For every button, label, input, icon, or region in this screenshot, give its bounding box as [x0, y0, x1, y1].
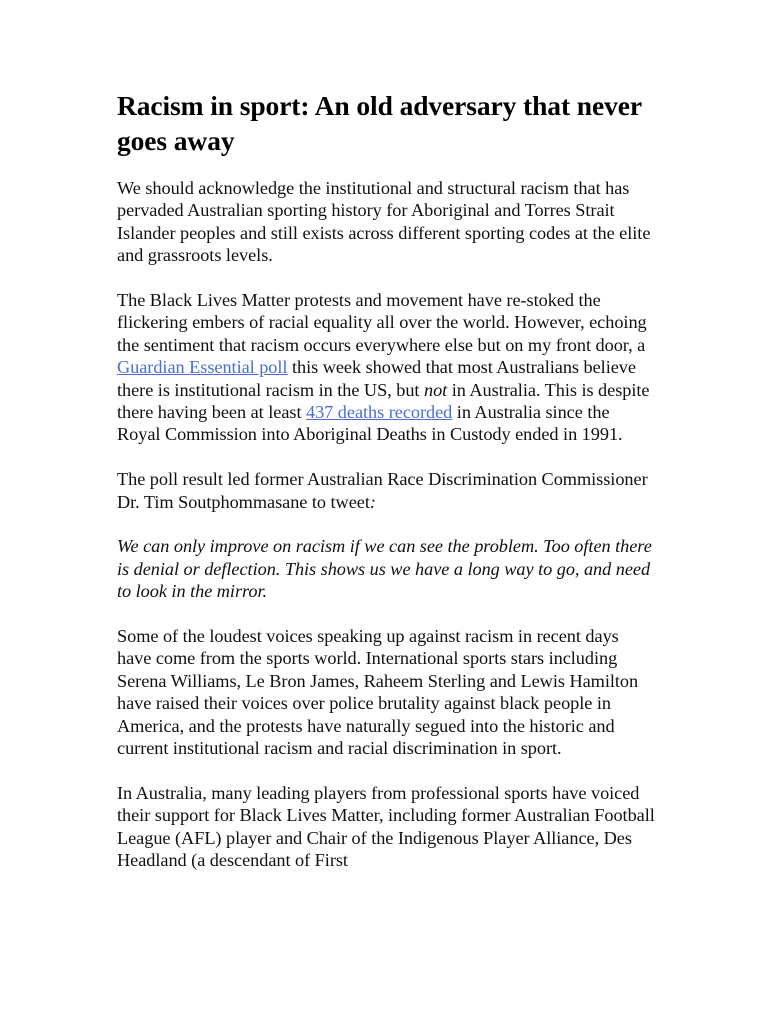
deaths-recorded-link[interactable]: 437 deaths recorded	[306, 402, 453, 423]
paragraph-sports-voices: Some of the loudest voices speaking up against racism in recent days have come from the sports world. International sports stars including Serena Williams, Le Bron James, Raheem Sterling and Lewis Hamilton have raised their voices over police brutality against black people in America, and the protests have naturally segued into the historic and current institutional racism and racial discrimination in sport.	[117, 626, 639, 759]
document-page	[117, 88, 657, 894]
guardian-poll-link[interactable]: Guardian Essential poll	[117, 357, 288, 378]
paragraph-australia: In Australia, many leading players from professional sports have voiced their support for Black Lives Matter, including former Australian Football League (AFL) player and Chair of the Indigenous Player Alliance, Des Headland (a descendant of First	[117, 782, 655, 871]
paragraph-poll-text-3: in Australia. This is despite there having been at least	[117, 379, 650, 423]
tweet-intro-text: The poll result led former Australian Race Discrimination Commissioner Dr. Tim Soutphommasane to tweet	[117, 469, 648, 512]
article-title: Racism in sport: An old adversary that never goes away	[117, 90, 642, 156]
paragraph-poll-text-4: in Australia since the Royal Commission into Aboriginal Deaths in Custody ended in 1991.	[117, 402, 623, 445]
paragraph-intro: We should acknowledge the institutional and structural racism that has pervaded Australian sporting history for Aboriginal and Torres Strait Islander peoples and still exists across different sporting codes at the elite and grassroots levels.	[117, 178, 651, 266]
paragraph-poll	[117, 289, 657, 446]
paragraph-poll-text-2: this week showed that most Australians believe there is institutional racism in the US, but	[117, 357, 636, 400]
paragraph-poll-text-1: The Black Lives Matter protests and movement have re-stoked the flickering embers of racial equality all over the world. However, echoing the sentiment that racism occurs everywhere else but on my front door, a	[117, 290, 647, 355]
tweet-intro-colon: :	[369, 491, 376, 512]
paragraph-tweet-intro	[117, 468, 657, 513]
emphasis-not: not	[423, 379, 448, 400]
tweet-quote: We can only improve on racism if we can see the problem. Too often there is denial or deflection. This shows us we have a long way to go, and need to look in the mirror.	[117, 536, 652, 602]
